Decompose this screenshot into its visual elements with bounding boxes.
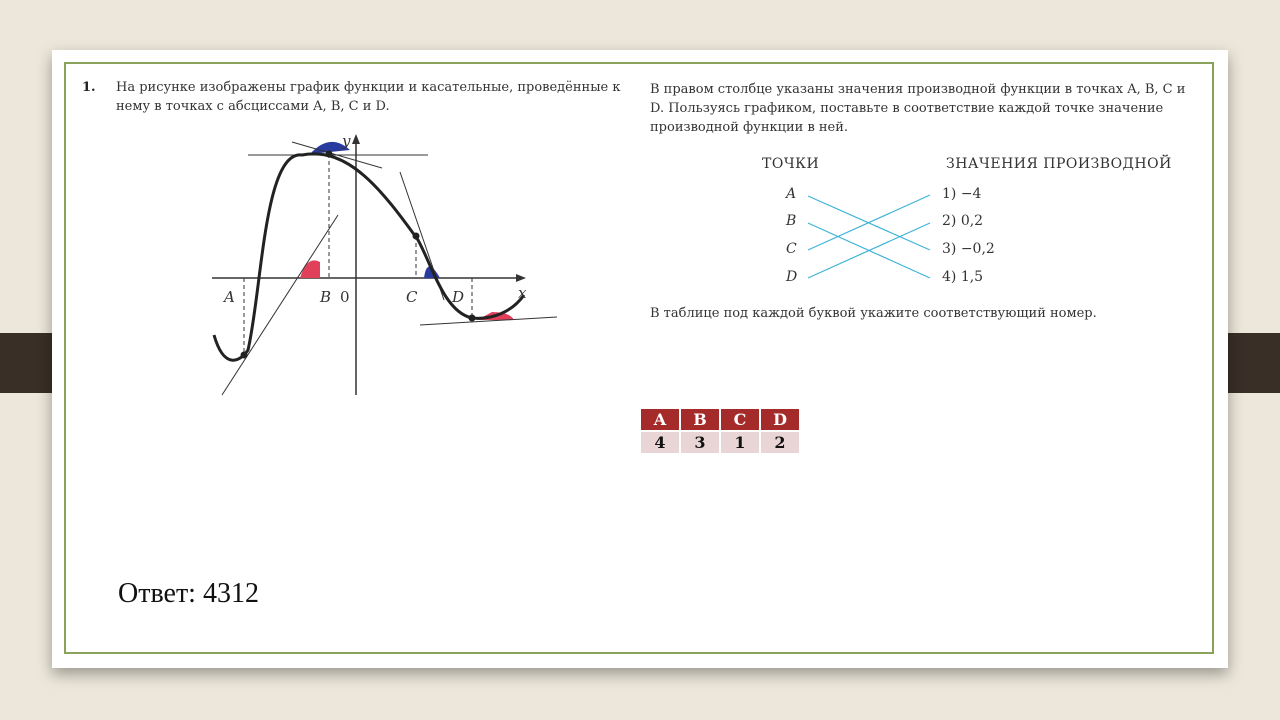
match-value-4: 4) 1,5 — [942, 269, 984, 285]
match-point-d: D — [786, 269, 798, 285]
answer-header-b: B — [681, 409, 719, 430]
answer-header-d: D — [761, 409, 799, 430]
answer-value-a: 4 — [641, 432, 679, 453]
match-point-c: C — [786, 241, 797, 257]
match-value-3: 3) −0,2 — [942, 241, 995, 257]
answer-text: Ответ: 4312 — [118, 578, 259, 609]
slide — [52, 50, 1228, 668]
match-value-2: 2) 0,2 — [942, 213, 984, 229]
values-header: ЗНАЧЕНИЯ ПРОИЗВОДНОЙ — [946, 156, 1172, 172]
task-text-right: В правом столбце указаны значения производной функции в точках A, B, C и D. Пользуясь графиком, поставьте в соответствие каждой точке значение производной функции в ней. — [650, 82, 1186, 135]
answer-value-d: 2 — [761, 432, 799, 453]
answer-table-header-row — [641, 409, 799, 430]
answer-table — [639, 407, 801, 455]
y-axis-label: y — [342, 132, 351, 150]
table-instruction: В таблице под каждой буквой укажите соответствующий номер. — [650, 306, 1097, 321]
match-value-1: 1) −4 — [942, 186, 982, 202]
matching-lines — [52, 50, 1228, 350]
x-axis-label: x — [518, 284, 527, 302]
match-point-a: A — [786, 186, 797, 202]
origin-label: 0 — [340, 288, 350, 306]
task-text-left: На рисунке изображены график функции и касательные, проведённые к нему в точках с абсциссами A, B, C и D. — [116, 80, 621, 114]
match-point-b: B — [786, 213, 797, 229]
point-dot-a — [241, 352, 248, 359]
point-label-c: C — [406, 288, 418, 306]
point-label-b: B — [320, 288, 332, 306]
answer-value-c: 1 — [721, 432, 759, 453]
point-label-d: D — [452, 288, 465, 306]
point-label-a: A — [224, 288, 235, 306]
points-header: ТОЧКИ — [762, 156, 820, 172]
answer-header-c: C — [721, 409, 759, 430]
answer-table-value-row — [641, 432, 799, 453]
task-number: 1. — [82, 80, 96, 95]
answer-value-b: 3 — [681, 432, 719, 453]
answer-header-a: A — [641, 409, 679, 430]
